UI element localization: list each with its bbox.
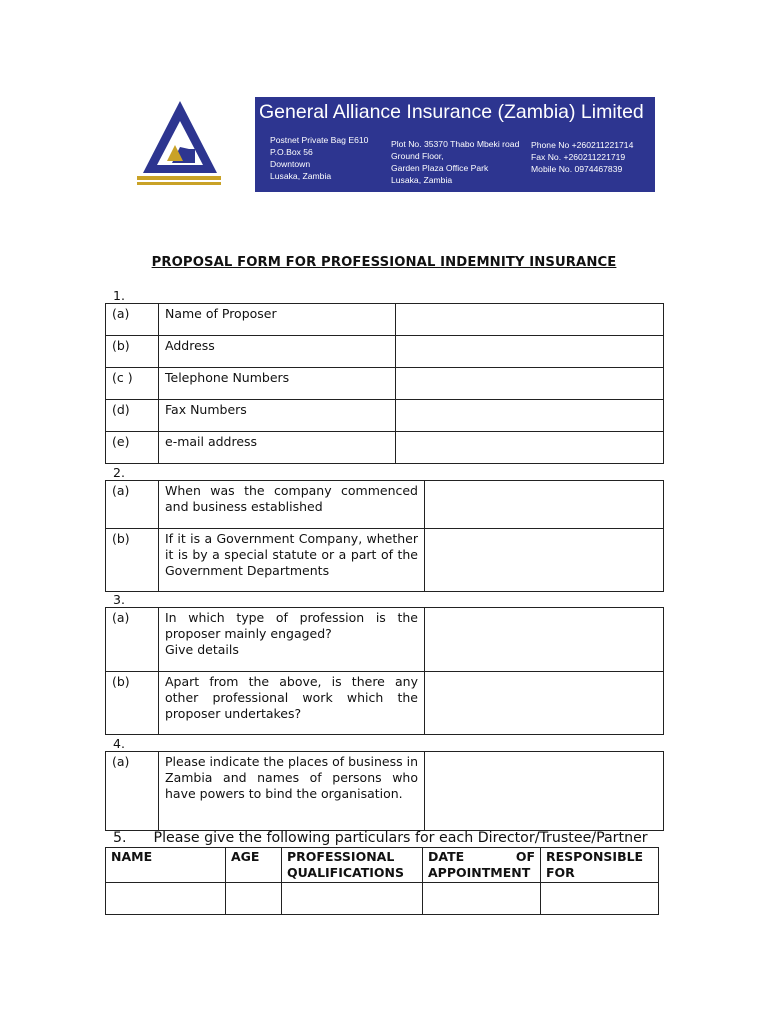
- row-label: e-mail address: [159, 432, 396, 464]
- director-name-cell[interactable]: [106, 883, 226, 915]
- table-header-row: [106, 848, 659, 883]
- government-company-field[interactable]: [425, 529, 664, 592]
- director-qualifications-cell[interactable]: [282, 883, 423, 915]
- row-code: (b): [106, 336, 159, 368]
- company-banner: [137, 97, 655, 192]
- row-label: Name of Proposer: [159, 304, 396, 336]
- company-name: General Alliance Insurance (Zambia) Limited: [259, 101, 644, 123]
- row-code: (e): [106, 432, 159, 464]
- business-established-field[interactable]: [425, 481, 664, 529]
- table-row: [106, 608, 664, 672]
- column-header-appointment: DATE OF APPOINTMENT: [423, 848, 541, 883]
- postal-address: Postnet Private Bag E610 P.O.Box 56 Downtown Lusaka, Zambia: [270, 135, 369, 181]
- directors-table: [105, 847, 659, 915]
- column-header-responsible: RESPONSIBLE FOR: [541, 848, 659, 883]
- row-code: (c ): [106, 368, 159, 400]
- row-code: (a): [106, 304, 159, 336]
- table-row: [106, 752, 664, 831]
- row-label: Please indicate the places of business in Zambia and names of persons who have powers to bind the organisation.: [159, 752, 425, 831]
- table-row: [106, 529, 664, 592]
- column-header-qualifications: PROFESSIONAL QUALIFICATIONS: [282, 848, 423, 883]
- table-row: [106, 304, 664, 336]
- section-5-heading: [113, 830, 648, 846]
- table-row: [106, 336, 664, 368]
- places-of-business-field[interactable]: [425, 752, 664, 831]
- column-header-age: AGE: [226, 848, 282, 883]
- section-5-text: Please give the following particulars for each Director/Trustee/Partner: [153, 830, 648, 846]
- table-row: [106, 400, 664, 432]
- address-field[interactable]: [396, 336, 664, 368]
- row-code: (d): [106, 400, 159, 432]
- table-row: [106, 672, 664, 735]
- column-header-name: NAME: [106, 848, 226, 883]
- email-field[interactable]: [396, 432, 664, 464]
- section-2-table: [105, 480, 664, 592]
- row-label-text: In which type of profession is the proposer mainly engaged?: [165, 610, 418, 641]
- physical-address: Plot No. 35370 Thabo Mbeki road Ground Floor, Garden Plaza Office Park Lusaka, Zambia: [391, 139, 520, 185]
- section-1-number: 1.: [113, 288, 125, 303]
- contact-details: Phone No +260211221714 Fax No. +260211221719 Mobile No. 0974467839: [531, 140, 634, 174]
- section-4-table: [105, 751, 664, 831]
- row-label: If it is a Government Company, whether it is by a special statute or a part of the Government Departments: [159, 529, 425, 592]
- section-1-table: [105, 303, 664, 464]
- profession-type-field[interactable]: [425, 608, 664, 672]
- form-title: PROPOSAL FORM FOR PROFESSIONAL INDEMNITY INSURANCE: [151, 255, 617, 270]
- telephone-field[interactable]: [396, 368, 664, 400]
- director-responsible-cell[interactable]: [541, 883, 659, 915]
- table-row: [106, 368, 664, 400]
- row-label: Address: [159, 336, 396, 368]
- table-row: [106, 883, 659, 915]
- company-logo-icon: [137, 97, 255, 192]
- other-professional-work-field[interactable]: [425, 672, 664, 735]
- row-code: (a): [106, 608, 159, 672]
- table-row: [106, 432, 664, 464]
- fax-field[interactable]: [396, 400, 664, 432]
- section-2-number: 2.: [113, 465, 125, 480]
- row-code: (b): [106, 672, 159, 735]
- row-code: (a): [106, 481, 159, 529]
- director-age-cell[interactable]: [226, 883, 282, 915]
- section-4-number: 4.: [113, 736, 125, 751]
- row-label: Telephone Numbers: [159, 368, 396, 400]
- row-label: When was the company commenced and business established: [159, 481, 425, 529]
- table-row: [106, 481, 664, 529]
- row-label: Apart from the above, is there any other professional work which the proposer undertakes?: [159, 672, 425, 735]
- row-label-subtext: Give details: [165, 642, 239, 657]
- section-5-number: 5.: [113, 830, 127, 846]
- row-label: [159, 608, 425, 672]
- row-code: (b): [106, 529, 159, 592]
- name-of-proposer-field[interactable]: [396, 304, 664, 336]
- section-3-number: 3.: [113, 592, 125, 607]
- banner-blue-panel: [255, 97, 655, 192]
- row-code: (a): [106, 752, 159, 831]
- director-appointment-cell[interactable]: [423, 883, 541, 915]
- section-3-table: [105, 607, 664, 735]
- row-label: Fax Numbers: [159, 400, 396, 432]
